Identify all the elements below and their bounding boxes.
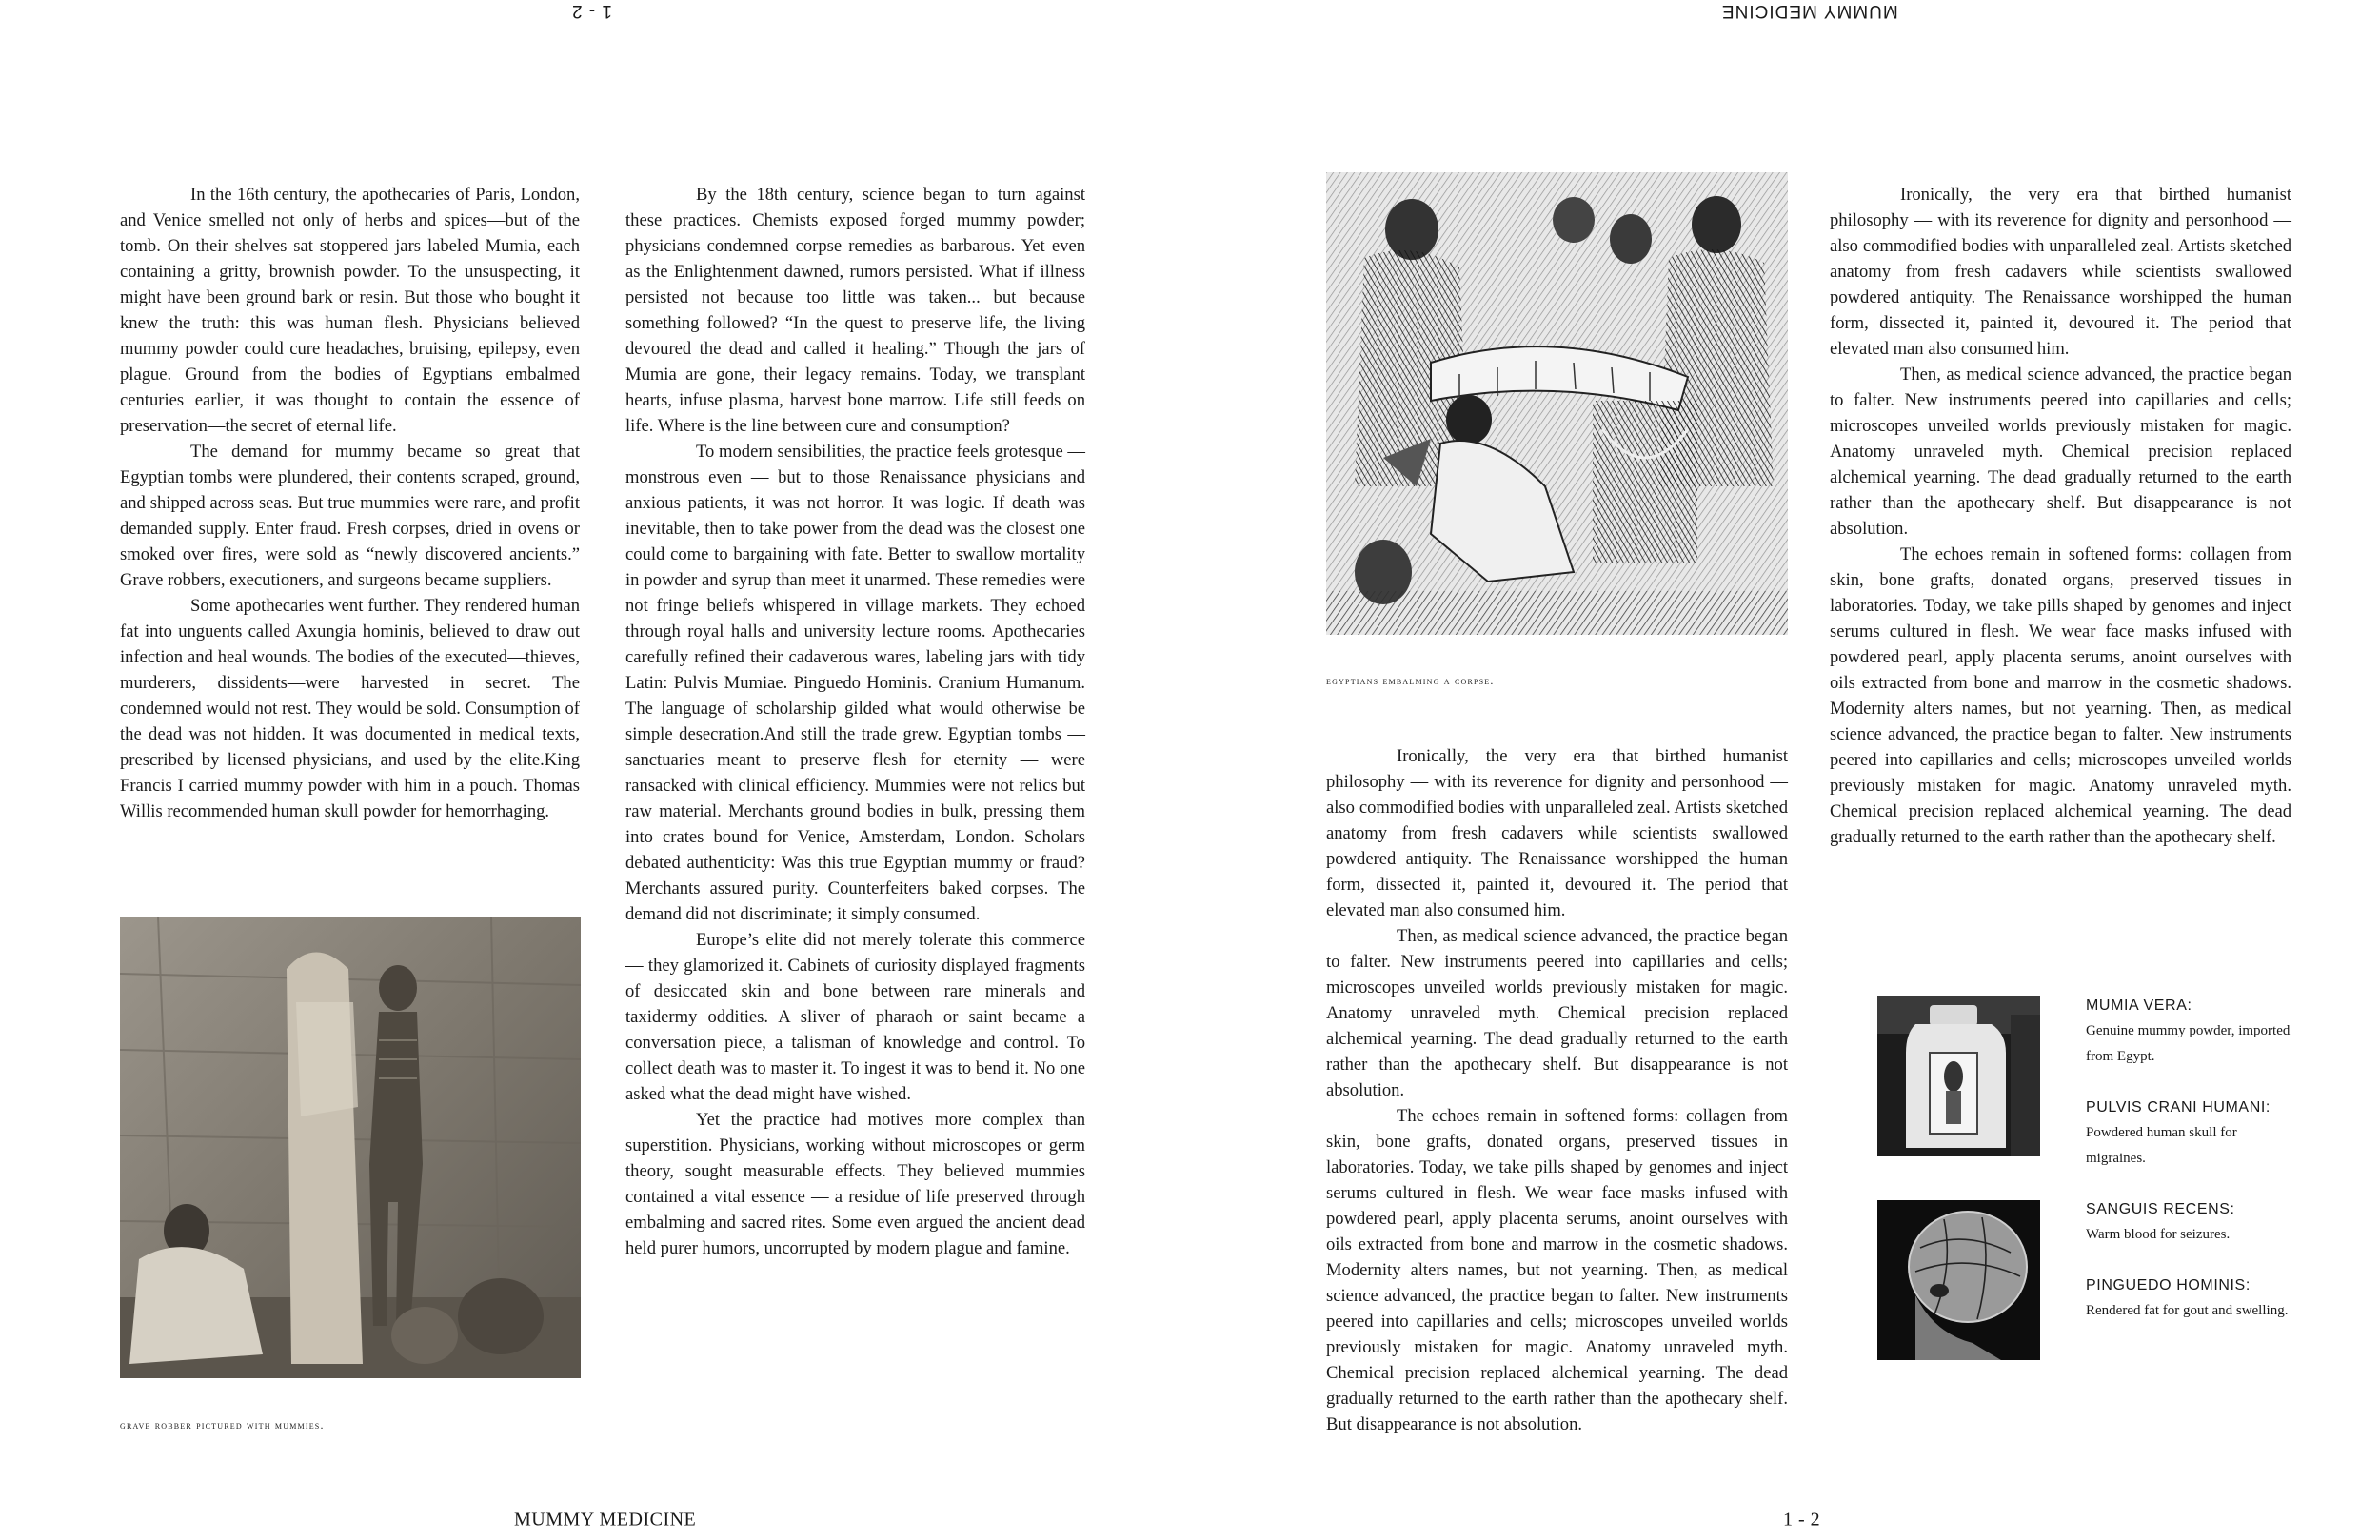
- sidebar-entry-title: PULVIS CRANI HUMANI:: [2086, 1099, 2271, 1116]
- footer-title: MUMMY MEDICINE: [514, 1509, 697, 1530]
- sidebar-entry: [2086, 1096, 2295, 1172]
- paragraph: Ironically, the very era that birthed humanist philosophy — with its reverence for dignity and personhood — also commodified bodies with unparalleled zeal. Artists sketched anatomy from fresh cadavers while scientists swallowed powdered antiquity. The Renaissance worshipped the human form, dissected it, painted it, devoured it. The period that elevated man also consumed him.: [1830, 185, 2291, 359]
- sidebar-entry-description: Genuine mummy powder, imported from Egypt.: [2086, 1023, 2291, 1064]
- top-title-flipped: MUMMY MEDICINE: [1721, 1, 1898, 21]
- mumia-jar-photo: [1877, 996, 2040, 1156]
- paragraph: The demand for mummy became so great that Egyptian tombs were plundered, their contents scraped, ground, and shipped across seas. But true mummies were rare, and profit demanded supply. Enter fraud. Fresh corpses, dried in ovens or smoked over fires, were sold as “newly discovered ancients.” Grave robbers, executioners, and surgeons became suppliers.: [120, 442, 580, 590]
- embalming-engraving: [1326, 172, 1788, 635]
- left-column-1: [120, 182, 580, 824]
- right-column-2: [1830, 182, 2291, 850]
- grave-robber-photo: [120, 917, 581, 1378]
- paragraph: Then, as medical science advanced, the practice began to falter. New instruments peered into capillaries and cells; microscopes unveiled worlds previously mistaken for magic. Anatomy unraveled myth. Chemical precision replaced alchemical yearning. The dead gradually returned to the earth rather than the apothecary shelf. But disappearance is not absolution.: [1830, 365, 2291, 539]
- sidebar-entry-title: MUMIA VERA:: [2086, 997, 2192, 1014]
- sidebar-entry: [2086, 994, 2295, 1070]
- paragraph: The echoes remain in softened forms: collagen from skin, bone grafts, donated organs, preserved tissues in laboratories. Today, we take pills shaped by genomes and inject serums cultured in flesh. We wear face masks infused with powdered pearl, apply placenta serums, anoint ourselves with oils extracted from bone and marrow in the cosmetic shadows. Modernity alters names, but not yearning. Then, as medical science advanced, the practice began to falter. New instruments peered into capillaries and cells; microscopes unveiled worlds previously mistaken for magic. Anatomy unraveled myth. Chemical precision replaced alchemical yearning. The dead gradually returned to the earth rather than the apothecary shelf.: [1830, 544, 2291, 847]
- engraving-caption: egyptians embalming a corpse.: [1326, 674, 1495, 687]
- paragraph: Europe’s elite did not merely tolerate this commerce — they glamorized it. Cabinets of curiosity displayed fragments of desiccated skin and bone between rare minerals and taxidermy oddities. A sliver of pharaoh or saint became a conversation piece, a talisman of knowledge and control. To collect death was to master it. To ingest it was to bend it. No one asked what the dead might have wished.: [625, 930, 1085, 1104]
- paragraph: Ironically, the very era that birthed humanist philosophy — with its reverence for dignity and personhood — also commodified bodies with unparalleled zeal. Artists sketched anatomy from fresh cadavers while scientists swallowed powdered antiquity. The Renaissance worshipped the human form, dissected it, painted it, devoured it. The period that elevated man also consumed him.: [1326, 746, 1788, 920]
- sidebar-entry: [2086, 1273, 2295, 1324]
- sidebar-entry-description: Warm blood for seizures.: [2086, 1227, 2231, 1242]
- paragraph: By the 18th century, science began to turn against these practices. Chemists exposed forged mummy powder; physicians condemned corpse remedies as barbarous. Yet even as the Enlightenment dawned, rumors persisted. What if illness persisted not because too little was taken... but because something followed? “In the quest to preserve life, the living devoured the dead and called it healing.” Though the jars of Mumia are gone, their legacy remains. Today, we transplant hearts, infuse plasma, harvest bone marrow. Life still feeds on life. Where is the line between cure and consumption?: [625, 185, 1085, 436]
- footer-page-number: 1 - 2: [1783, 1509, 1821, 1530]
- paragraph: To modern sensibilities, the practice feels grotesque — monstrous even — but to those Renaissance physicians and anxious patients, it was not horror. It was logic. If death was inevitable, then to take power from the dead was the closest one could come to bargaining with fate. Better to swallow mortality in powder and syrup than meet it unarmed. These remedies were not fringe beliefs whispered in village markets. They echoed through royal halls and university lecture rooms. Apothecaries carefully refined their cadaverous wares, labeling jars with tidy Latin: Pulvis Mumiae. Pinguedo Hominis. Cranium Humanum. The language of scholarship gilded what would otherwise be simple desecration.And still the trade grew. Egyptian tombs — sanctuaries meant to preserve flesh for eternity — were ransacked with clinical efficiency. Mummies were not relics but raw material. Merchants ground bodies in bulk, pressing them into crates bound for Venice, Amsterdam, London. Scholars debated authenticity: Was this true Egyptian mummy or fraud? Merchants assured purity. Counterfeiters baked corpses. The demand did not discriminate; it simply consumed.: [625, 442, 1085, 924]
- sidebar-entry-title: SANGUIS RECENS:: [2086, 1201, 2235, 1217]
- paragraph: The echoes remain in softened forms: collagen from skin, bone grafts, donated organs, preserved tissues in laboratories. Today, we take pills shaped by genomes and inject serums cultured in flesh. We wear face masks infused with powdered pearl, apply placenta serums, anoint ourselves with oils extracted from bone and marrow in the cosmetic shadows. Modernity alters names, but not yearning. Then, as medical science advanced, the practice began to falter. New instruments peered into capillaries and cells; microscopes unveiled worlds previously mistaken for magic. Anatomy unraveled myth. Chemical precision replaced alchemical yearning. The dead gradually returned to the earth rather than the apothecary shelf. But disappearance is not absolution.: [1326, 1106, 1788, 1434]
- sidebar-entry: [2086, 1197, 2295, 1248]
- skull-photo: [1877, 1200, 2040, 1360]
- left-column-2: [625, 182, 1085, 1261]
- right-column-1: [1326, 743, 1788, 1437]
- top-page-number-flipped: 1 - 2: [571, 1, 613, 21]
- sidebar-entry-title: PINGUEDO HOMINIS:: [2086, 1277, 2251, 1293]
- paragraph: Some apothecaries went further. They rendered human fat into unguents called Axungia hominis, believed to draw out infection and heal wounds. The bodies of the executed—thieves, murderers, dissidents—were harvested in secret. The condemned would not rest. They would be sold. Consumption of the dead was not hidden. It was documented in medical texts, prescribed by licensed physicians, and used by the elite.King Francis I carried mummy powder with him in a pouch. Thomas Willis recommended human skull powder for hemorrhaging.: [120, 596, 580, 821]
- paragraph: Then, as medical science advanced, the practice began to falter. New instruments peered into capillaries and cells; microscopes unveiled worlds previously mistaken for magic. Anatomy unraveled myth. Chemical precision replaced alchemical yearning. The dead gradually returned to the earth rather than the apothecary shelf. But disappearance is not absolution.: [1326, 926, 1788, 1100]
- sidebar-entry-description: Powdered human skull for migraines.: [2086, 1125, 2237, 1166]
- paragraph: Yet the practice had motives more complex than superstition. Physicians, working without microscopes or germ theory, sought measurable effects. They believed mummies contained a vital essence — a residue of life preserved through embalming and sacred rites. Some even argued the ancient dead held purer humors, uncorrupted by modern plague and famine.: [625, 1110, 1085, 1258]
- photo-caption: grave robber pictured with mummies.: [120, 1418, 325, 1431]
- sidebar-entry-description: Rendered fat for gout and swelling.: [2086, 1303, 2289, 1318]
- paragraph: In the 16th century, the apothecaries of Paris, London, and Venice smelled not only of herbs and spices—but of the tomb. On their shelves sat stoppered jars labeled Mumia, each containing a gritty, brownish powder. To the unsuspecting, it might have been ground bark or resin. But those who bought it knew the truth: this was human flesh. Physicians believed mummy powder could cure headaches, bruising, epilepsy, even plague. Ground from the bodies of Egyptians embalmed centuries earlier, it was thought to contain the essence of preservation—the secret of eternal life.: [120, 185, 580, 436]
